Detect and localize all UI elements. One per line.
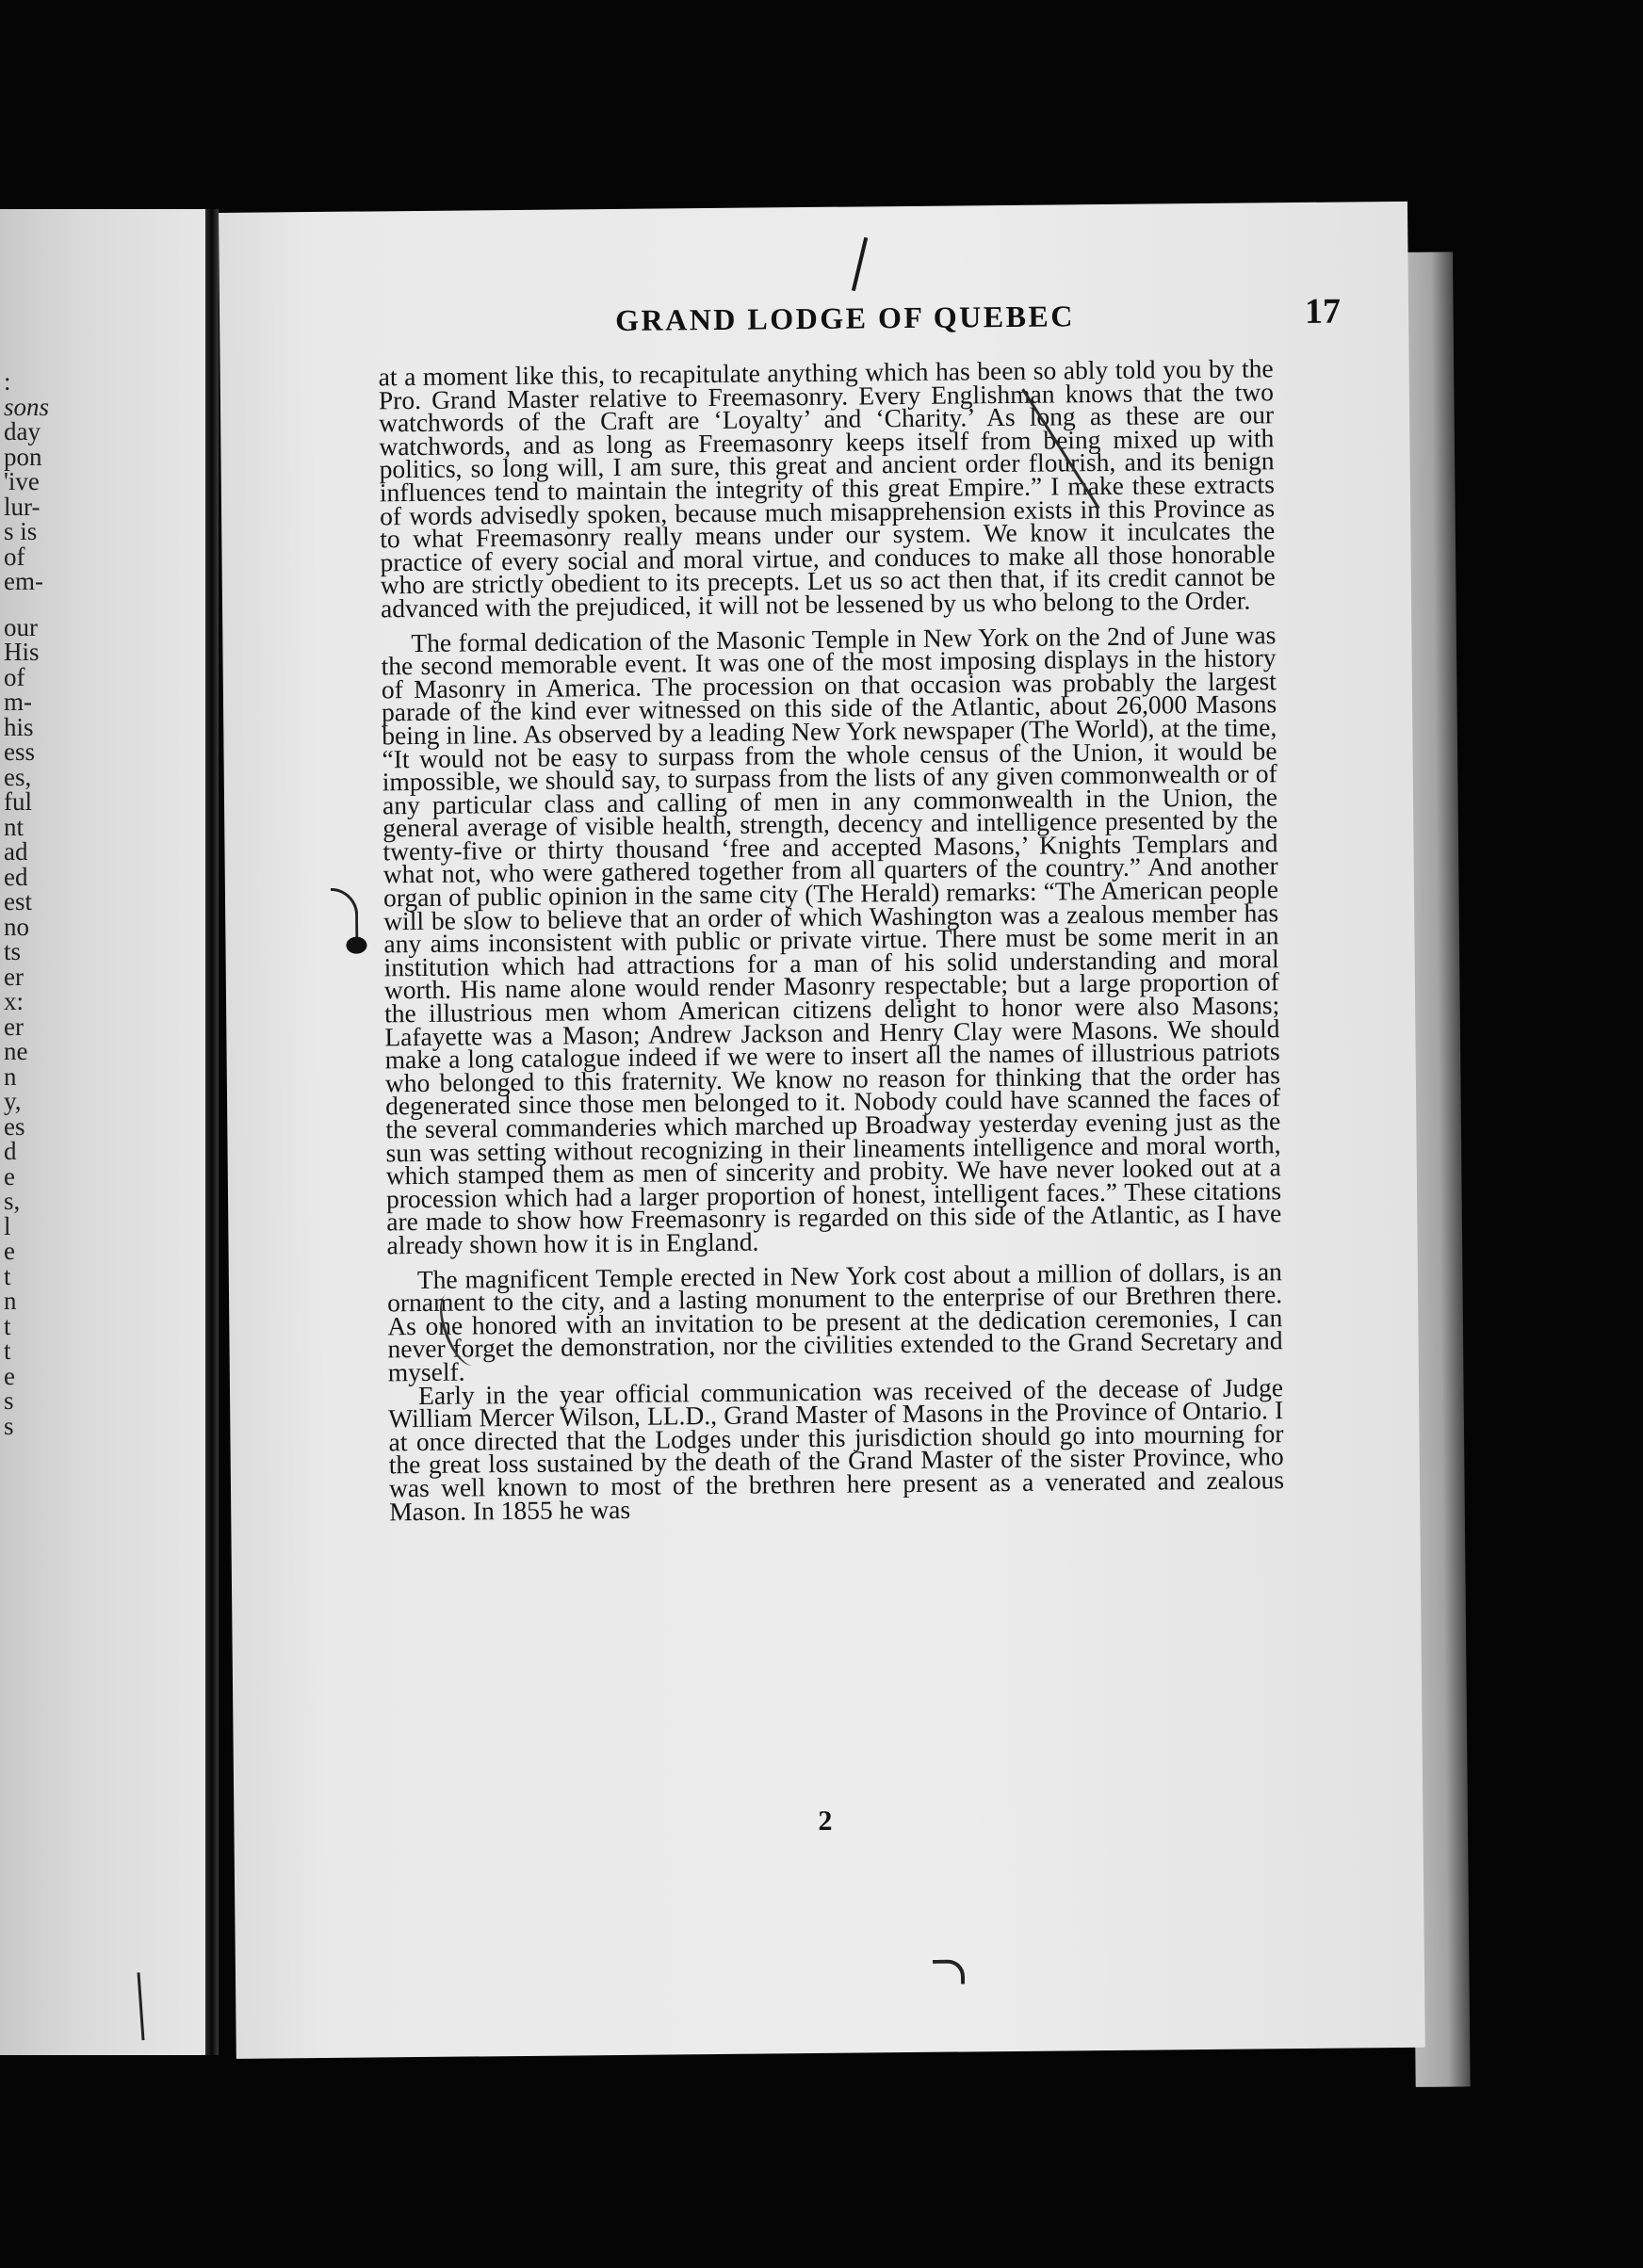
previous-page-fragment: of	[4, 542, 25, 571]
previous-page-fragment: pon	[4, 442, 42, 471]
previous-page-fragment: ne	[4, 1037, 28, 1065]
previous-page-fragment: ed	[4, 862, 28, 891]
pen-bottom-mark	[933, 1959, 965, 1984]
previous-page-fragment: e	[4, 1361, 15, 1390]
previous-page-fragment: e	[4, 1237, 15, 1265]
previous-page-fragment: em-	[4, 567, 43, 595]
previous-page-fragment: n	[4, 1061, 17, 1091]
ink-blot	[346, 937, 366, 954]
previous-page-fragment: l	[4, 1211, 11, 1240]
previous-page-fragment: ess	[4, 737, 35, 766]
previous-page-fragment: x:	[4, 987, 24, 1015]
previous-page-fragment: his	[4, 712, 34, 741]
previous-page-fragment: s	[4, 1386, 14, 1415]
previous-page-fragment: er	[4, 1012, 24, 1041]
previous-page-fragment: t	[4, 1261, 11, 1290]
page-header	[614, 291, 1388, 350]
page-gutter	[205, 209, 219, 2055]
previous-page-fragment: t	[4, 1311, 11, 1340]
previous-page-fragment: t	[4, 1336, 11, 1365]
paragraph: The formal dedication of the Masonic Temple in New York on the 2nd of June was the second memorable event. It was one of the most imposing displays in the history of Masonry in America. The procession on that occasion was probably the largest parade of the kind ever witnessed on this side of the Atlantic, about 26,000 Masons being in line. As observed by a leading New York newspaper (The World), at the time, “It would not be easy to surpass from the whole census of the Union, it would be impossible, we should say, to surpass from the lists of any given commonwealth or of any particular class and calling of men in any commonwealth in the Union, the general average of visible health, strength, decency and intelligence presented by the twenty-five or thirty thousand ‘free and accepted Masons,’ Knights Templars and what not, who were gathered together from all quarters of the country.” And another organ of public opinion in the same city (The Herald) remarks: “The American people will be slow to believe that an order of which Washington was a zealous member has any aims inconsistent with public or private virtue. There must be some merit in an institution which had attractions for a man of his solid understanding and moral worth. His name alone would render Masonry respectable; but a large proportion of the illustrious men whom American citizens delight to honor were also Masons; Lafayette was a Mason; Andrew Jackson and Henry Clay were Masons. We should make a long catalogue indeed if we were to insert all the names of illustrious patriots who belonged to this fraternity. We know no reason for thinking that the order has degenerated since those men belonged to it. Nobody could have scanned the faces of the several commanderies which marched up Broadway yesterday evening just as the sun was setting without recognizing in their lineaments intelligence and moral worth, which stamped them as men of sincerity and probity. We have never looked out at a procession which had a larger proportion of honest, intelligent faces.” These citations are made to show how Freemasonry is regarded on this side of the Atlantic, as I have already shown how it is in England.	[381, 619, 1282, 1260]
previous-page-fragment: es,	[4, 762, 32, 791]
previous-page-edge	[0, 209, 205, 2055]
previous-page-fragment: 'ive	[4, 467, 40, 495]
previous-page-fragment: our	[4, 612, 38, 641]
paragraph: The magnificent Temple erected in New York cost about a million of dollars, is an ornament to the city, and a lasting monument to the enterprise of our Brethren there. As one honored with an invitation to be present at the dedication ceremonies, I can never forget the demonstration, nor the civilities extended to the Grand Secretary and myself.	[386, 1256, 1283, 1387]
previous-page-fragment: er	[4, 962, 24, 991]
previous-page-fragment: sons	[4, 392, 50, 421]
previous-page-fragment: no	[4, 912, 29, 941]
paragraph: at a moment like this, to recapitulate anything which has been so ably told you by the Pro. Grand Master relative to Freemasonry. Every Englishman knows that the two watchwords of the Craft are ‘Loyalty’ and ‘Charity.’ As long as these are our watchwords, and as long as Freemasonry keeps itself from being mixed up with politics, so long will, I am sure, this great and ancient order flourish, and its benign influences tend to maintain the integrity of this great Empire.” I make these extracts of words advisedly spoken, because much misapprehension exists in this Province as to what Freemasonry really means under our system. We know it inculcates the practice of every social and moral virtue, and conduces to make all those honorable who are strictly obedient to its precepts. Let us so act then that, if its credit cannot be advanced with the prejudiced, it will not be lessened by us who belong to the Order.	[378, 353, 1276, 624]
previous-page-fragment: ts	[4, 937, 22, 965]
previous-page-fragment: m-	[4, 688, 32, 716]
previous-page-fragment: d	[4, 1137, 17, 1165]
pen-slash-mark	[852, 237, 868, 291]
previous-page-fragment: s is	[4, 517, 38, 545]
previous-page-fragment: y,	[4, 1087, 22, 1115]
signature-mark: 2	[818, 1805, 833, 1837]
previous-page-fragment: :	[4, 367, 11, 396]
previous-page-fragment: s,	[4, 1187, 21, 1215]
previous-page-fragment: His	[4, 638, 40, 666]
previous-page-fragment: n	[4, 1287, 17, 1315]
previous-page-fragment: s	[4, 1411, 14, 1440]
previous-page-fragment: ad	[4, 837, 28, 866]
previous-page-fragment: day	[4, 417, 41, 446]
previous-page-fragment: ful	[4, 787, 32, 816]
previous-page-fragment: nt	[4, 812, 24, 841]
book-page	[219, 202, 1425, 2059]
pen-hook-mark	[331, 888, 359, 944]
previous-page-fragment: lur-	[4, 492, 41, 521]
running-head: GRAND LODGE OF QUEBEC	[614, 299, 1076, 337]
previous-page-fragment: e	[4, 1161, 15, 1191]
body-text	[378, 353, 1285, 1526]
previous-page-fragment: es	[4, 1111, 25, 1141]
previous-page-fragment: est	[4, 887, 32, 915]
paragraph: Early in the year official communication was received of the decease of Judge William Mercer Wilson, LL.D., Grand Master of Masons in the Province of Ontario. I at once directed that the Lodges under this jurisdiction should go into mourning for the great loss sustained by the death of the Grand Master of the sister Province, who was well known to most of the brethren here present as a venerated and zealous Mason. In 1855 he was	[388, 1371, 1285, 1526]
previous-page-fragment: of	[4, 662, 25, 691]
page-number: 17	[1304, 291, 1342, 332]
